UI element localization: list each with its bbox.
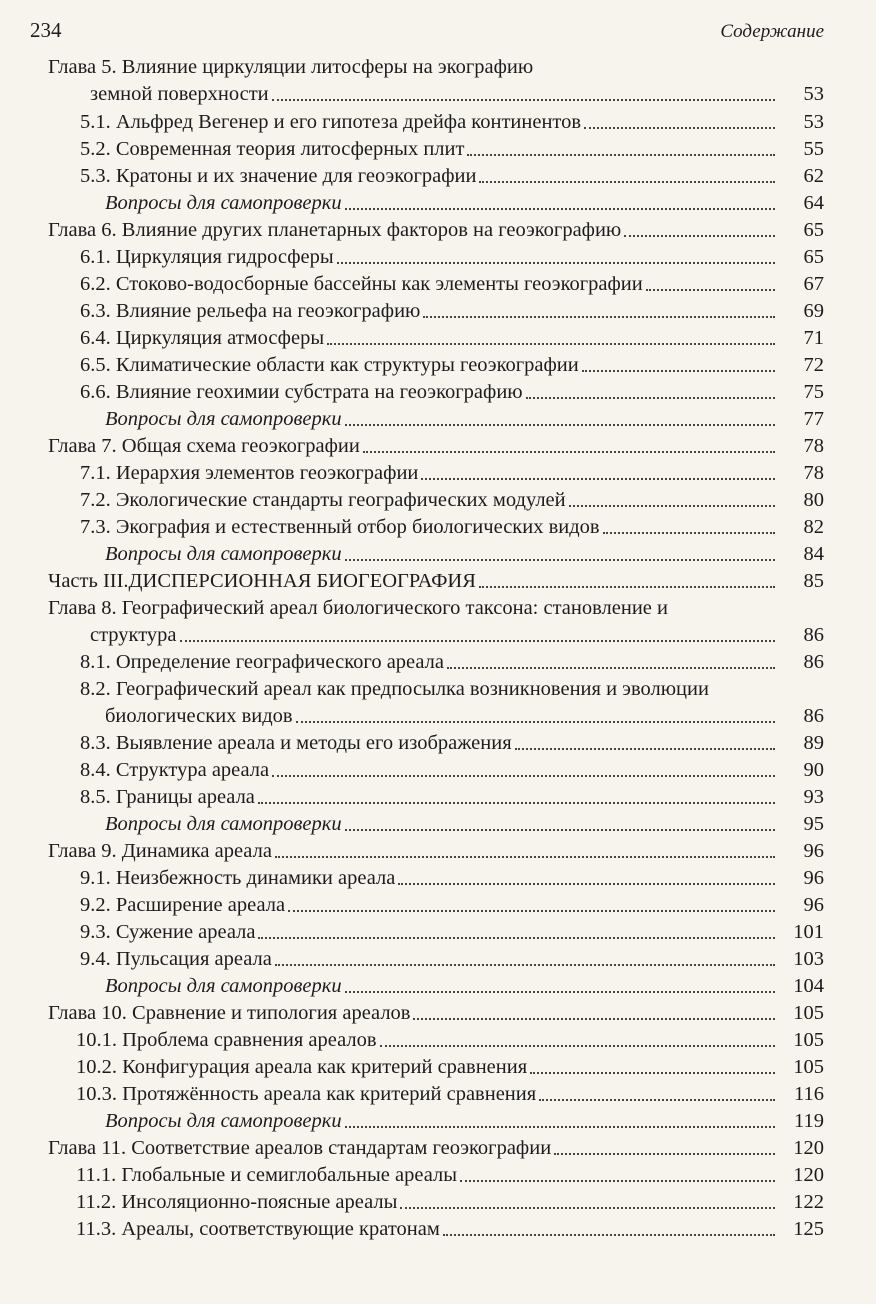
dot-leader: [275, 856, 775, 858]
toc-entry-title: 10.2. Конфигурация ареала как критерий сравнения: [76, 1056, 528, 1078]
dot-leader: [460, 1180, 775, 1182]
toc-entry-page: 77: [803, 408, 824, 430]
toc-entry-page: 89: [803, 732, 824, 754]
toc-entry: [0, 999, 876, 1027]
toc-entry: [0, 378, 876, 406]
toc-entry-page: 96: [803, 840, 824, 862]
toc-entry: [0, 1134, 876, 1162]
dot-leader: [345, 559, 775, 561]
toc-entry-title: Вопросы для самопроверки: [105, 192, 342, 214]
toc-entry-page: 55: [803, 138, 824, 160]
dot-leader: [345, 208, 775, 210]
running-header-title: Содержание: [720, 21, 824, 42]
toc-entry-page: 69: [803, 300, 824, 322]
dot-leader: [275, 964, 775, 966]
dot-leader: [296, 721, 775, 723]
dot-leader: [479, 586, 775, 588]
toc-entry: [0, 891, 876, 919]
dot-leader: [258, 937, 775, 939]
toc-entry-title: 6.5. Климатические области как структуры геоэкографии: [80, 354, 579, 376]
toc-entry: [0, 756, 876, 784]
dot-leader: [421, 478, 775, 480]
dot-leader: [345, 829, 775, 831]
dot-leader: [526, 397, 775, 399]
toc-entry-page: 96: [803, 894, 824, 916]
toc-entry-page: 75: [803, 381, 824, 403]
dot-leader: [582, 370, 775, 372]
toc-entry: [0, 1161, 876, 1189]
toc-entry: [0, 1053, 876, 1081]
dot-leader: [413, 1018, 775, 1020]
dot-leader: [345, 424, 775, 426]
toc-entry: [0, 1026, 876, 1054]
toc-entry-page: 62: [803, 165, 824, 187]
dot-leader: [345, 1126, 775, 1128]
toc-entry-page: 78: [803, 462, 824, 484]
toc-entry-title: Глава 6. Влияние других планетарных факторов на геоэкографию: [48, 219, 622, 241]
toc-entry-title: 8.5. Границы ареала: [80, 786, 255, 808]
toc-entry-page: 71: [803, 327, 824, 349]
toc-entry-title: структура: [90, 624, 177, 646]
toc-entry: [0, 783, 876, 811]
toc-entry-page: 90: [803, 759, 824, 781]
toc-entry-page: 116: [794, 1083, 824, 1105]
toc-entry-title: Часть III.ДИСПЕРСИОННАЯ БИОГЕОГРАФИЯ: [48, 570, 476, 592]
toc-entry-title: 8.3. Выявление ареала и методы его изображения: [80, 732, 512, 754]
toc-entry-page: 86: [803, 651, 824, 673]
toc-entry-title: Вопросы для самопроверки: [105, 813, 342, 835]
toc-entry: [0, 837, 876, 865]
toc-entry-page: 53: [803, 83, 824, 105]
toc-entry: [0, 432, 876, 460]
dot-leader: [603, 532, 775, 534]
toc-entry: [0, 56, 876, 108]
toc-entry-title: 9.3. Сужение ареала: [80, 921, 256, 943]
dot-leader: [554, 1153, 775, 1155]
dot-leader: [400, 1207, 775, 1209]
toc-entry-page: 101: [793, 921, 824, 943]
toc-entry: [0, 648, 876, 676]
toc-entry-title: 9.1. Неизбежность динамики ареала: [80, 867, 396, 889]
toc-entry-page: 105: [793, 1029, 824, 1051]
toc-entry-title: 6.4. Циркуляция атмосферы: [80, 327, 325, 349]
toc-entry-title: 5.2. Современная теория литосферных плит: [80, 138, 465, 160]
toc-entry-title-line: 8.2. Географический ареал как предпосылка возникновения и эволюции: [80, 678, 709, 700]
toc-entry-title: Глава 7. Общая схема геоэкографии: [48, 435, 360, 457]
toc-entry: [0, 216, 876, 244]
toc-entry: [0, 918, 876, 946]
toc-entry-title: 9.4. Пульсация ареала: [80, 948, 272, 970]
toc-entry-title: 6.1. Циркуляция гидросферы: [80, 246, 334, 268]
toc-entry-title: 10.1. Проблема сравнения ареалов: [76, 1029, 377, 1051]
dot-leader: [515, 748, 775, 750]
dot-leader: [584, 127, 775, 129]
dot-leader: [624, 235, 775, 237]
toc-entry-page: 96: [803, 867, 824, 889]
toc-entry-title: Вопросы для самопроверки: [105, 543, 342, 565]
toc-entry-title: Вопросы для самопроверки: [105, 408, 342, 430]
toc-entry-page: 67: [803, 273, 824, 295]
dot-leader: [479, 181, 775, 183]
toc-entry: [0, 162, 876, 190]
dot-leader: [539, 1099, 775, 1101]
toc-entry: [0, 1188, 876, 1216]
toc-entry: [0, 678, 876, 730]
toc-entry-title: 11.1. Глобальные и семиглобальные ареалы: [76, 1164, 457, 1186]
dot-leader: [467, 154, 775, 156]
dot-leader: [258, 802, 775, 804]
toc-entry: [0, 597, 876, 649]
toc-entry: [0, 540, 876, 568]
toc-entry: [0, 945, 876, 973]
toc-entry: [0, 486, 876, 514]
toc-entry-title-line: Глава 5. Влияние циркуляции литосферы на экографию: [48, 56, 534, 78]
dot-leader: [447, 667, 775, 669]
toc-entry: [0, 243, 876, 271]
toc-entry-page: 84: [803, 543, 824, 565]
toc-entry-title: Глава 10. Сравнение и типология ареалов: [48, 1002, 411, 1024]
dot-leader: [569, 505, 775, 507]
toc-entry: [0, 405, 876, 433]
toc-entry: [0, 108, 876, 136]
dot-leader: [327, 343, 775, 345]
toc-entry: [0, 810, 876, 838]
toc-entry-page: 95: [803, 813, 824, 835]
toc-entry-title: 9.2. Расширение ареала: [80, 894, 286, 916]
toc-entry-page: 120: [793, 1137, 824, 1159]
toc-entry-title: Вопросы для самопроверки: [105, 975, 342, 997]
toc-entry-page: 72: [803, 354, 824, 376]
dot-leader: [530, 1072, 775, 1074]
toc-entry: [0, 297, 876, 325]
toc-entry-page: 65: [803, 246, 824, 268]
toc-entry-title: Глава 9. Динамика ареала: [48, 840, 272, 862]
page-number: 234: [30, 18, 62, 42]
toc-entry-page: 86: [803, 705, 824, 727]
toc-entry-title: 7.3. Экография и естественный отбор биологических видов: [80, 516, 600, 538]
dot-leader: [337, 262, 775, 264]
toc-entry-page: 122: [793, 1191, 824, 1213]
toc-entry-page: 78: [803, 435, 824, 457]
toc-entry-page: 105: [793, 1056, 824, 1078]
toc-entry-page: 105: [793, 1002, 824, 1024]
toc-entry-title: 10.3. Протяжённость ареала как критерий сравнения: [76, 1083, 537, 1105]
dot-leader: [180, 640, 775, 642]
toc-entry: [0, 135, 876, 163]
toc-entry-page: 53: [803, 111, 824, 133]
toc-entry-title: Глава 11. Соответствие ареалов стандартам геоэкографии: [48, 1137, 552, 1159]
dot-leader: [423, 316, 775, 318]
dot-leader: [398, 883, 775, 885]
toc-entry: [0, 729, 876, 757]
toc-entry-title: 7.2. Экологические стандарты географических модулей: [80, 489, 566, 511]
toc-entry: [0, 1107, 876, 1135]
toc-entry: [0, 351, 876, 379]
toc-entry-page: 125: [793, 1218, 824, 1240]
toc-entry: [0, 864, 876, 892]
toc-entry-title: 6.3. Влияние рельефа на геоэкографию: [80, 300, 421, 322]
toc-entry-page: 85: [803, 570, 824, 592]
toc-entry-page: 103: [793, 948, 824, 970]
toc-entry: [0, 1080, 876, 1108]
dot-leader: [345, 991, 775, 993]
toc-entry-title: 11.2. Инсоляционно-поясные ареалы: [76, 1191, 398, 1213]
dot-leader: [380, 1045, 775, 1047]
toc-entry-page: 93: [803, 786, 824, 808]
dot-leader: [646, 289, 775, 291]
toc-entry-page: 104: [793, 975, 824, 997]
toc-entry: [0, 459, 876, 487]
toc-entry-title-line: Глава 8. Географический ареал биологического таксона: становление и: [48, 597, 668, 619]
toc-entry: [0, 189, 876, 217]
toc-entry-title: 8.4. Структура ареала: [80, 759, 270, 781]
dot-leader: [363, 451, 775, 453]
dot-leader: [443, 1234, 775, 1236]
toc-entry-page: 65: [803, 219, 824, 241]
dot-leader: [272, 775, 775, 777]
toc-entry: [0, 567, 876, 595]
toc-entry: [0, 513, 876, 541]
toc-entry-title: биологических видов: [105, 705, 293, 727]
dot-leader: [272, 99, 775, 101]
toc-entry: [0, 324, 876, 352]
toc-entry-page: 64: [803, 192, 824, 214]
toc-entry-title: 5.3. Кратоны и их значение для геоэкографии: [80, 165, 477, 187]
toc-entry-page: 86: [803, 624, 824, 646]
toc-entry-page: 82: [803, 516, 824, 538]
toc-entry-title: 7.1. Иерархия элементов геоэкографии: [80, 462, 419, 484]
toc-entry: [0, 270, 876, 298]
toc-entry-title: Вопросы для самопроверки: [105, 1110, 342, 1132]
toc-entry: [0, 1215, 876, 1243]
toc-entry-page: 80: [803, 489, 824, 511]
toc-entry-title: 6.2. Стоково-водосборные бассейны как элементы геоэкографии: [80, 273, 643, 295]
toc-entry-title: 8.1. Определение географического ареала: [80, 651, 445, 673]
toc-entry-title: 6.6. Влияние геохимии субстрата на геоэкографию: [80, 381, 523, 403]
toc-entry-title: 11.3. Ареалы, соответствующие кратонам: [76, 1218, 440, 1240]
toc-entry-page: 120: [793, 1164, 824, 1186]
toc-entry-title: земной поверхности: [90, 83, 269, 105]
toc-entry-title: 5.1. Альфред Вегенер и его гипотеза дрейфа континентов: [80, 111, 582, 133]
toc-entry-page: 119: [794, 1110, 824, 1132]
toc-entry: [0, 972, 876, 1000]
dot-leader: [288, 910, 775, 912]
